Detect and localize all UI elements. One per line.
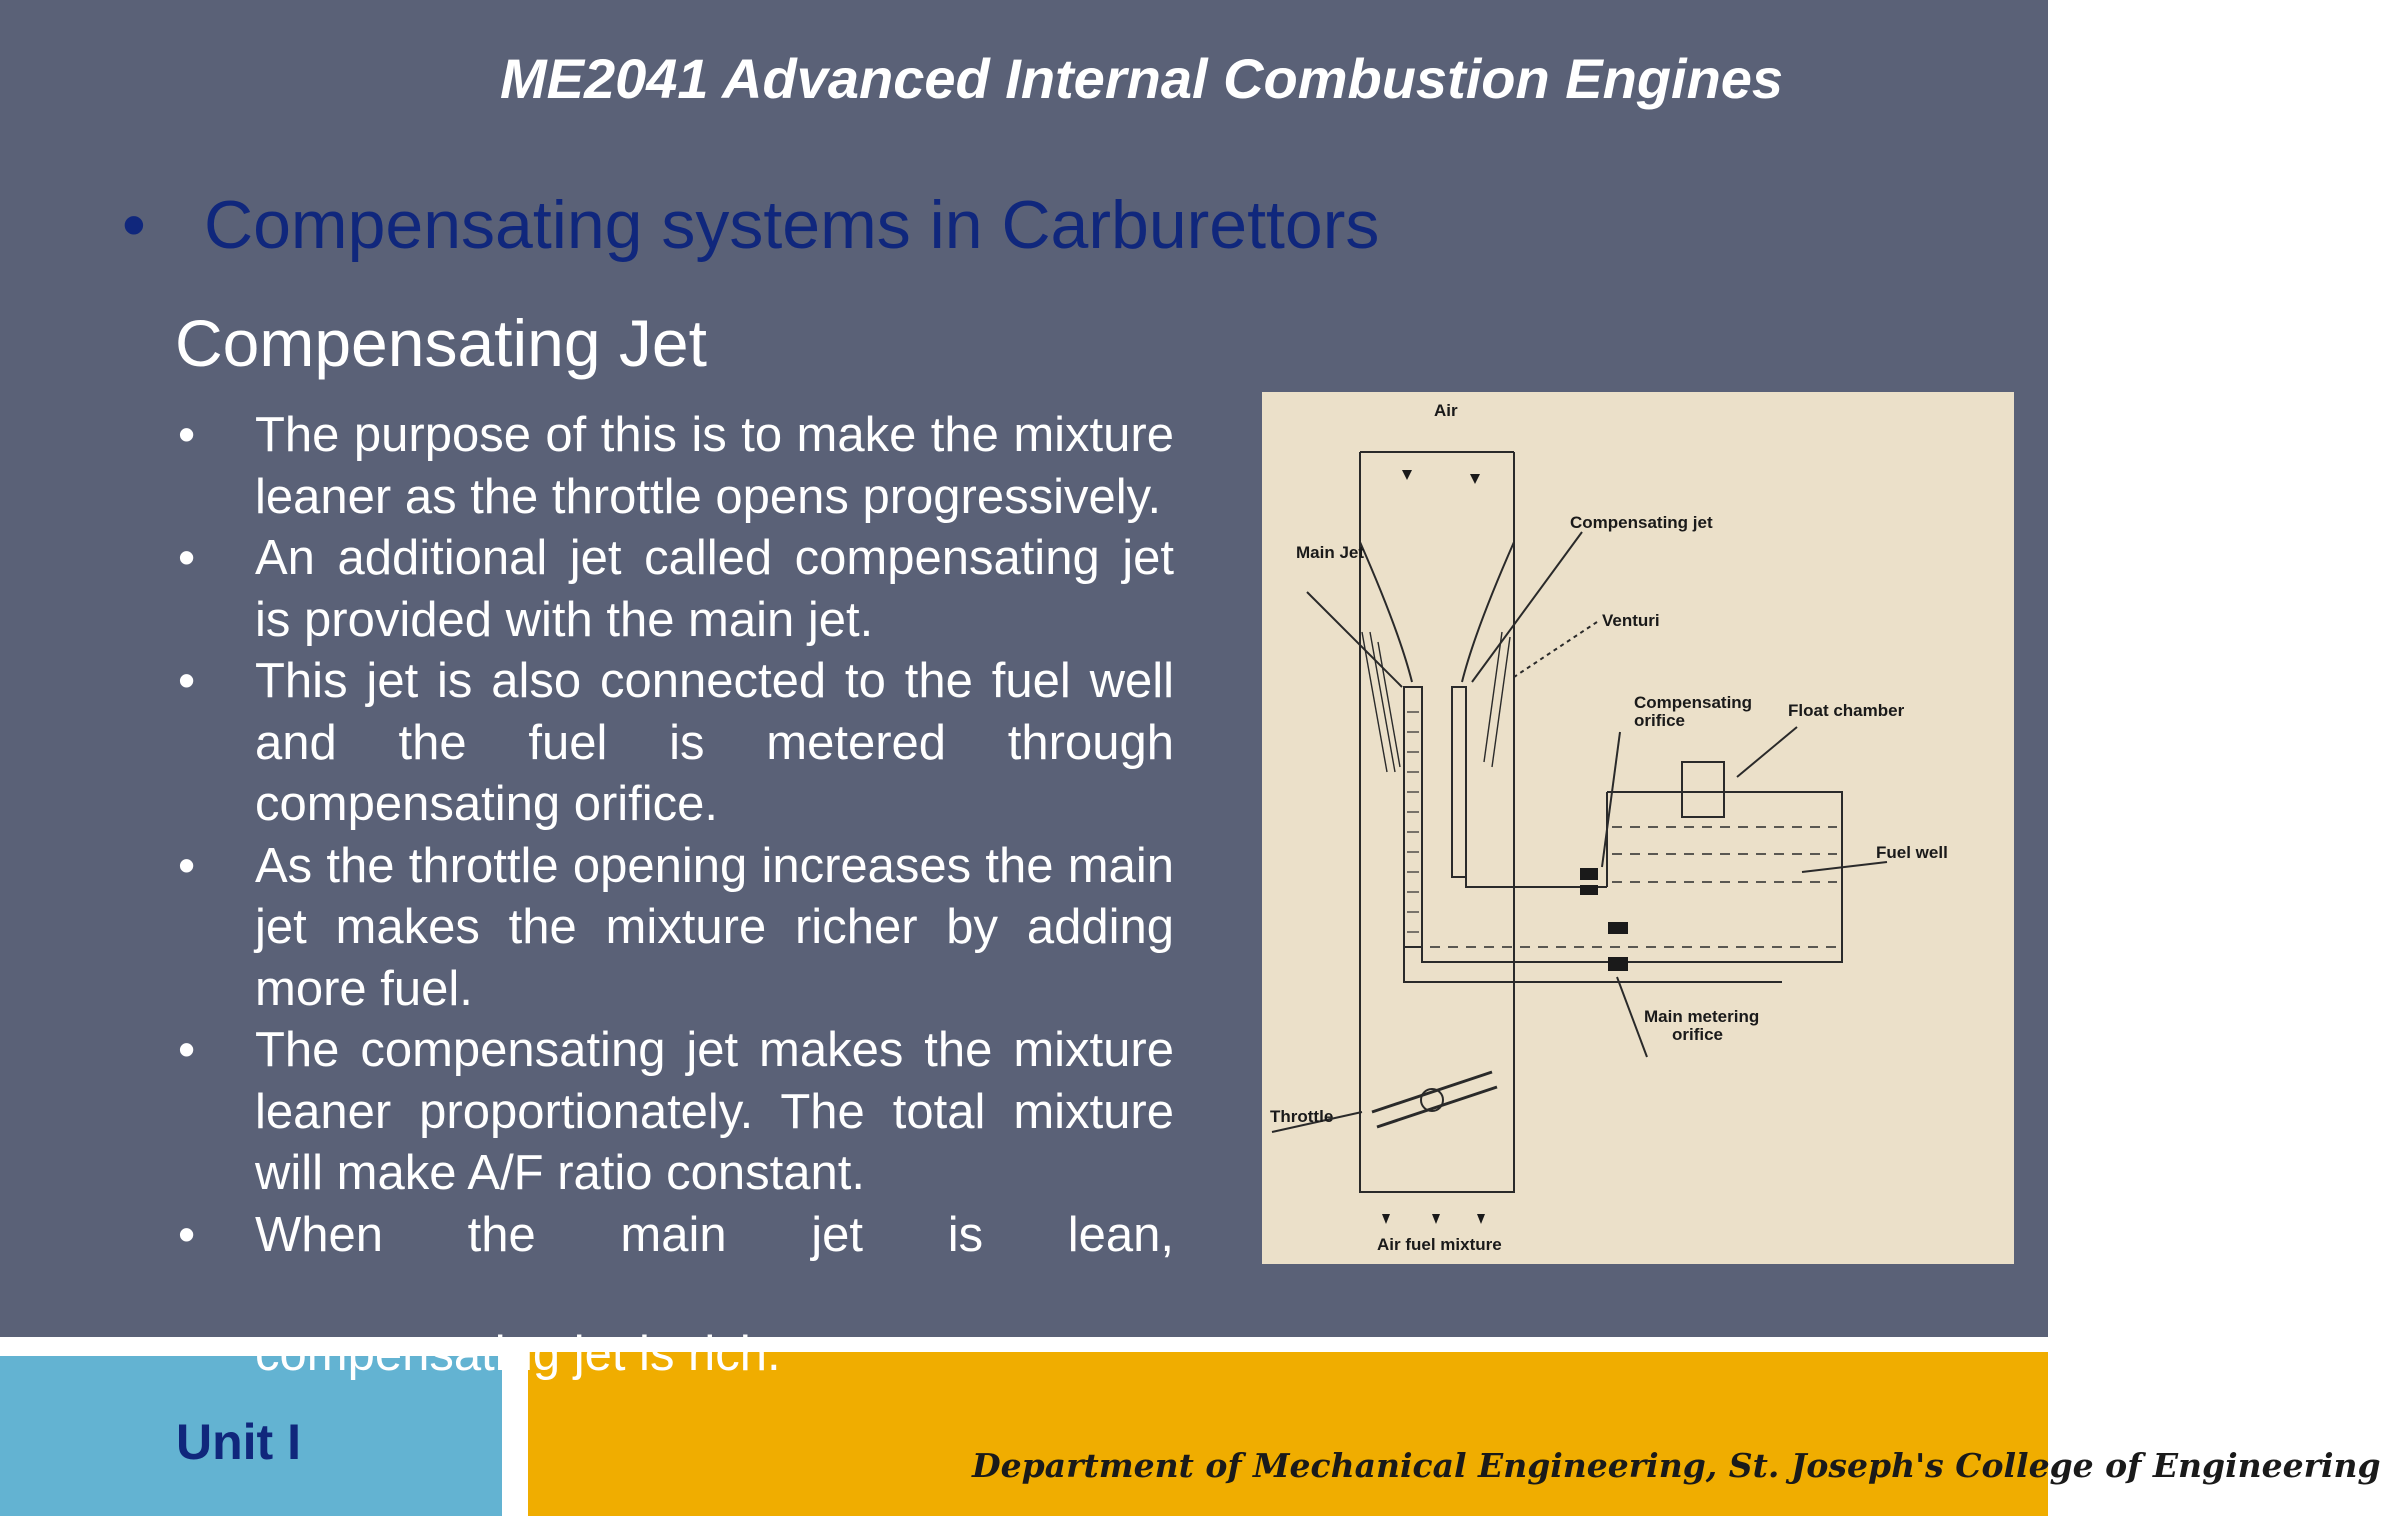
label-main-jet: Main Jet bbox=[1296, 543, 1365, 562]
course-title: ME2041 Advanced Internal Combustion Engines bbox=[500, 47, 1784, 110]
main-passage-lower bbox=[1404, 947, 1782, 982]
bullet-point bbox=[170, 651, 1174, 836]
label-fuel-well: Fuel well bbox=[1876, 843, 1948, 862]
label-venturi: Venturi bbox=[1602, 611, 1660, 630]
bullet-marker: • bbox=[178, 838, 196, 893]
bullet-point bbox=[170, 836, 1174, 1021]
leader-fuel-well bbox=[1802, 862, 1887, 872]
body-outline bbox=[1360, 452, 1514, 1192]
throttle-plate bbox=[1372, 1072, 1492, 1112]
bullet-marker: • bbox=[178, 1207, 196, 1262]
label-air: Air bbox=[1434, 401, 1458, 420]
bullet-point bbox=[170, 1205, 1174, 1267]
label-compensating-jet: Compensating jet bbox=[1570, 513, 1713, 532]
bullet-marker: • bbox=[178, 408, 196, 462]
label-main-metering-orifice: orifice bbox=[1672, 1025, 1724, 1044]
label-air-fuel-mixture: Air fuel mixture bbox=[1377, 1235, 1502, 1254]
leader-venturi bbox=[1514, 622, 1597, 677]
orifice-blocks bbox=[1580, 868, 1628, 971]
bullet-marker: • bbox=[178, 654, 196, 708]
bullet-marker: • bbox=[178, 1023, 196, 1077]
label-main-metering: Main metering bbox=[1644, 1007, 1760, 1026]
compensating-jet-tube bbox=[1452, 687, 1466, 877]
tube-ticks bbox=[1407, 712, 1419, 932]
bullet-text: The compensating jet makes the mixture leaner proportionately. The total mixture will make A/F ratio constant. bbox=[255, 1023, 1174, 1200]
unit-label: Unit I bbox=[176, 1414, 301, 1470]
leader-float-chamber bbox=[1737, 727, 1797, 777]
bullet-point bbox=[170, 528, 1174, 651]
label-float-chamber: Float chamber bbox=[1788, 701, 1905, 720]
bullet-marker: • bbox=[178, 531, 196, 585]
department-label: Department of Mechanical Engineering, St. Joseph's College of Engineering bbox=[972, 1446, 2381, 1485]
subheading: Compensating Jet bbox=[175, 306, 707, 380]
label-compensating-orifice: Compensating bbox=[1634, 693, 1753, 712]
float bbox=[1682, 762, 1724, 817]
main-jet-tube bbox=[1404, 687, 1422, 947]
bullet-point bbox=[170, 1020, 1174, 1205]
carburettor-diagram-svg bbox=[1262, 392, 2014, 1264]
venturi-hatching bbox=[1362, 632, 1510, 772]
carburettor-diagram bbox=[1262, 392, 2014, 1264]
label-throttle: Throttle bbox=[1270, 1107, 1334, 1126]
bullet-list bbox=[170, 405, 1174, 1266]
bullet-marker: • bbox=[122, 187, 146, 263]
bullet-text: As the throttle opening increases the main jet makes the mixture richer by adding more fuel. bbox=[255, 838, 1174, 1016]
bullet-point bbox=[170, 405, 1174, 528]
bullet-text: This jet is also connected to the fuel well and the fuel is metered through compensating orifice. bbox=[255, 654, 1174, 831]
leader-main-metering bbox=[1617, 977, 1647, 1057]
main-bullet-text: Compensating systems in Carburettors bbox=[204, 187, 1380, 263]
leader-comp-orifice bbox=[1602, 732, 1620, 867]
label-orifice: orifice bbox=[1634, 711, 1686, 730]
overflow-bullet-continuation: compensating jet is rich. bbox=[255, 1327, 781, 1381]
leader-comp-jet bbox=[1472, 532, 1582, 682]
bullet-text: When the main jet is lean, bbox=[255, 1207, 1174, 1262]
bullet-text: An additional jet called compensating jet is provided with the main jet. bbox=[255, 531, 1174, 647]
bullet-text: The purpose of this is to make the mixture leaner as the throttle opens progressively. bbox=[255, 408, 1174, 524]
